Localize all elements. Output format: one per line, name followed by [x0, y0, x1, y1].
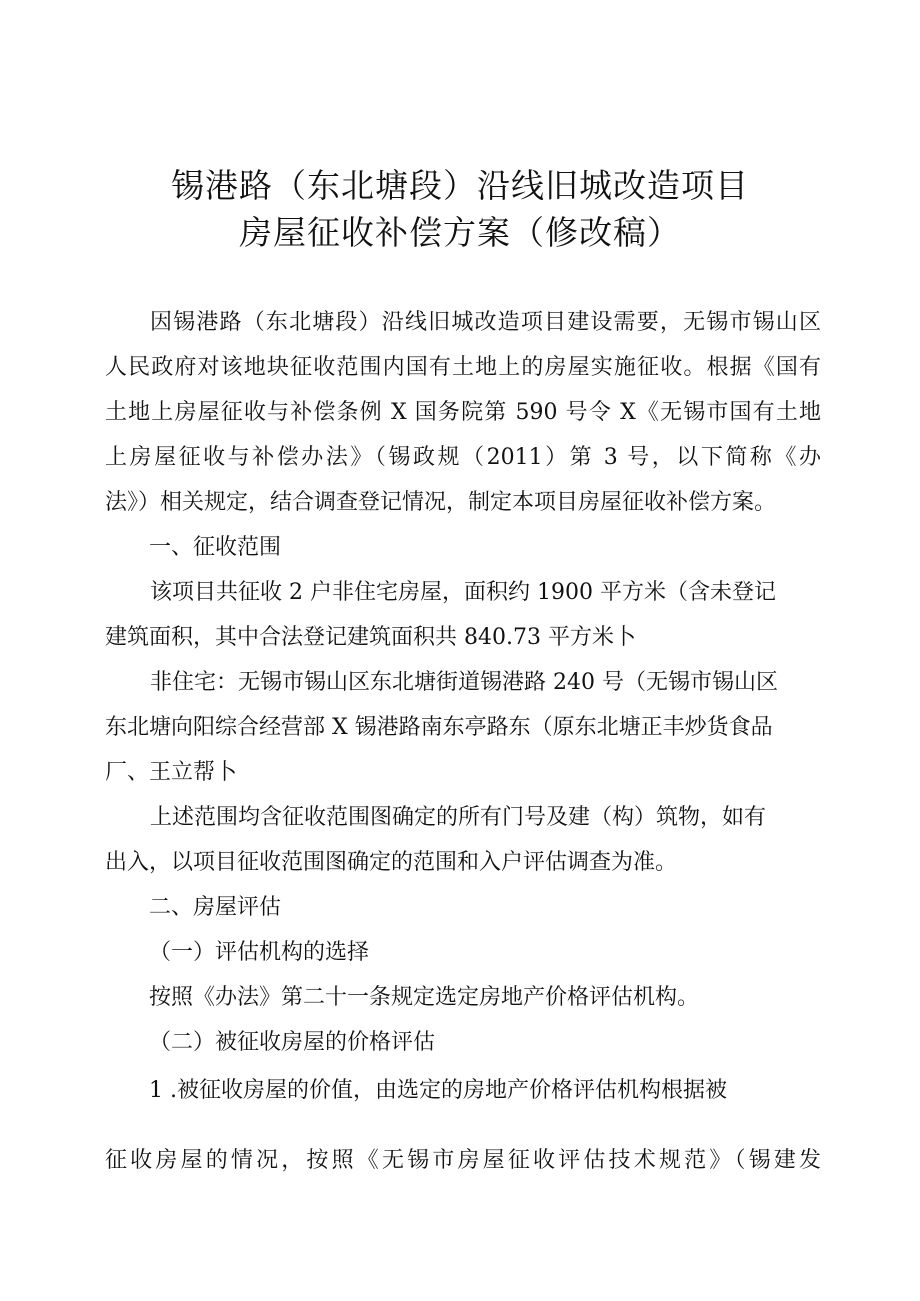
- section-1-heading: 一、征收范围: [149, 535, 282, 560]
- intro-line-1: 因锡港路（东北塘段）沿线旧城改造项目建设需要，无锡市锡山区: [150, 310, 821, 335]
- subsection-1-text: 按照《办法》第二十一条规定选定房地产价格评估机构。: [149, 985, 700, 1010]
- intro-line-5: 法》）相关规定，结合调查登记情况，制定本项目房屋征收补偿方案。: [105, 490, 777, 515]
- intro-line-3: 土地上房屋征收与补偿条例 X 国务院第 590 号令 X《无锡市国有土地: [105, 400, 821, 425]
- document-title-line-2: 房屋征收补偿方案（修改稿）: [239, 213, 681, 252]
- subsection-1-heading: （一）评估机构的选择: [149, 940, 370, 965]
- non-residential-line-2: 东北塘向阳综合经营部 X 锡港路南东亭路东（原东北塘正丰炒货食品: [105, 715, 773, 740]
- non-residential-line-3: 厂、王立帮卜: [105, 760, 238, 785]
- subsection-2-heading: （二）被征收房屋的价格评估: [149, 1030, 436, 1055]
- intro-line-4: 上房屋征收与补偿办法》（锡政规（2011）第 3 号，以下简称《办: [105, 445, 821, 470]
- range-note-line-1: 上述范围均含征收范围图确定的所有门号及建（构）筑物，如有: [150, 805, 767, 830]
- section-2-heading: 二、房屋评估: [149, 895, 282, 920]
- item-1-line-1: 1 .被征收房屋的价值，由选定的房地产价格评估机构根据被: [149, 1078, 727, 1103]
- scope-line-1: 该项目共征收 2 户非住宅房屋，面积约 1900 平方米（含未登记: [150, 580, 776, 605]
- scope-line-2: 建筑面积，其中合法登记建筑面积共 840.73 平方米卜: [105, 625, 636, 650]
- item-1-line-2: 征收房屋的情况，按照《无锡市房屋征收评估技术规范》（锡建发: [105, 1148, 821, 1173]
- intro-line-2: 人民政府对该地块征收范围内国有土地上的房屋实施征收。根据《国有: [105, 355, 821, 380]
- non-residential-line-1: 非住宅：无锡市锡山区东北塘街道锡港路 240 号（无锡市锡山区: [150, 670, 778, 695]
- range-note-line-2: 出入，以项目征收范围图确定的范围和入户评估调查为准。: [105, 850, 678, 875]
- document-title-line-1: 锡港路（东北塘段）沿线旧城改造项目: [171, 166, 749, 205]
